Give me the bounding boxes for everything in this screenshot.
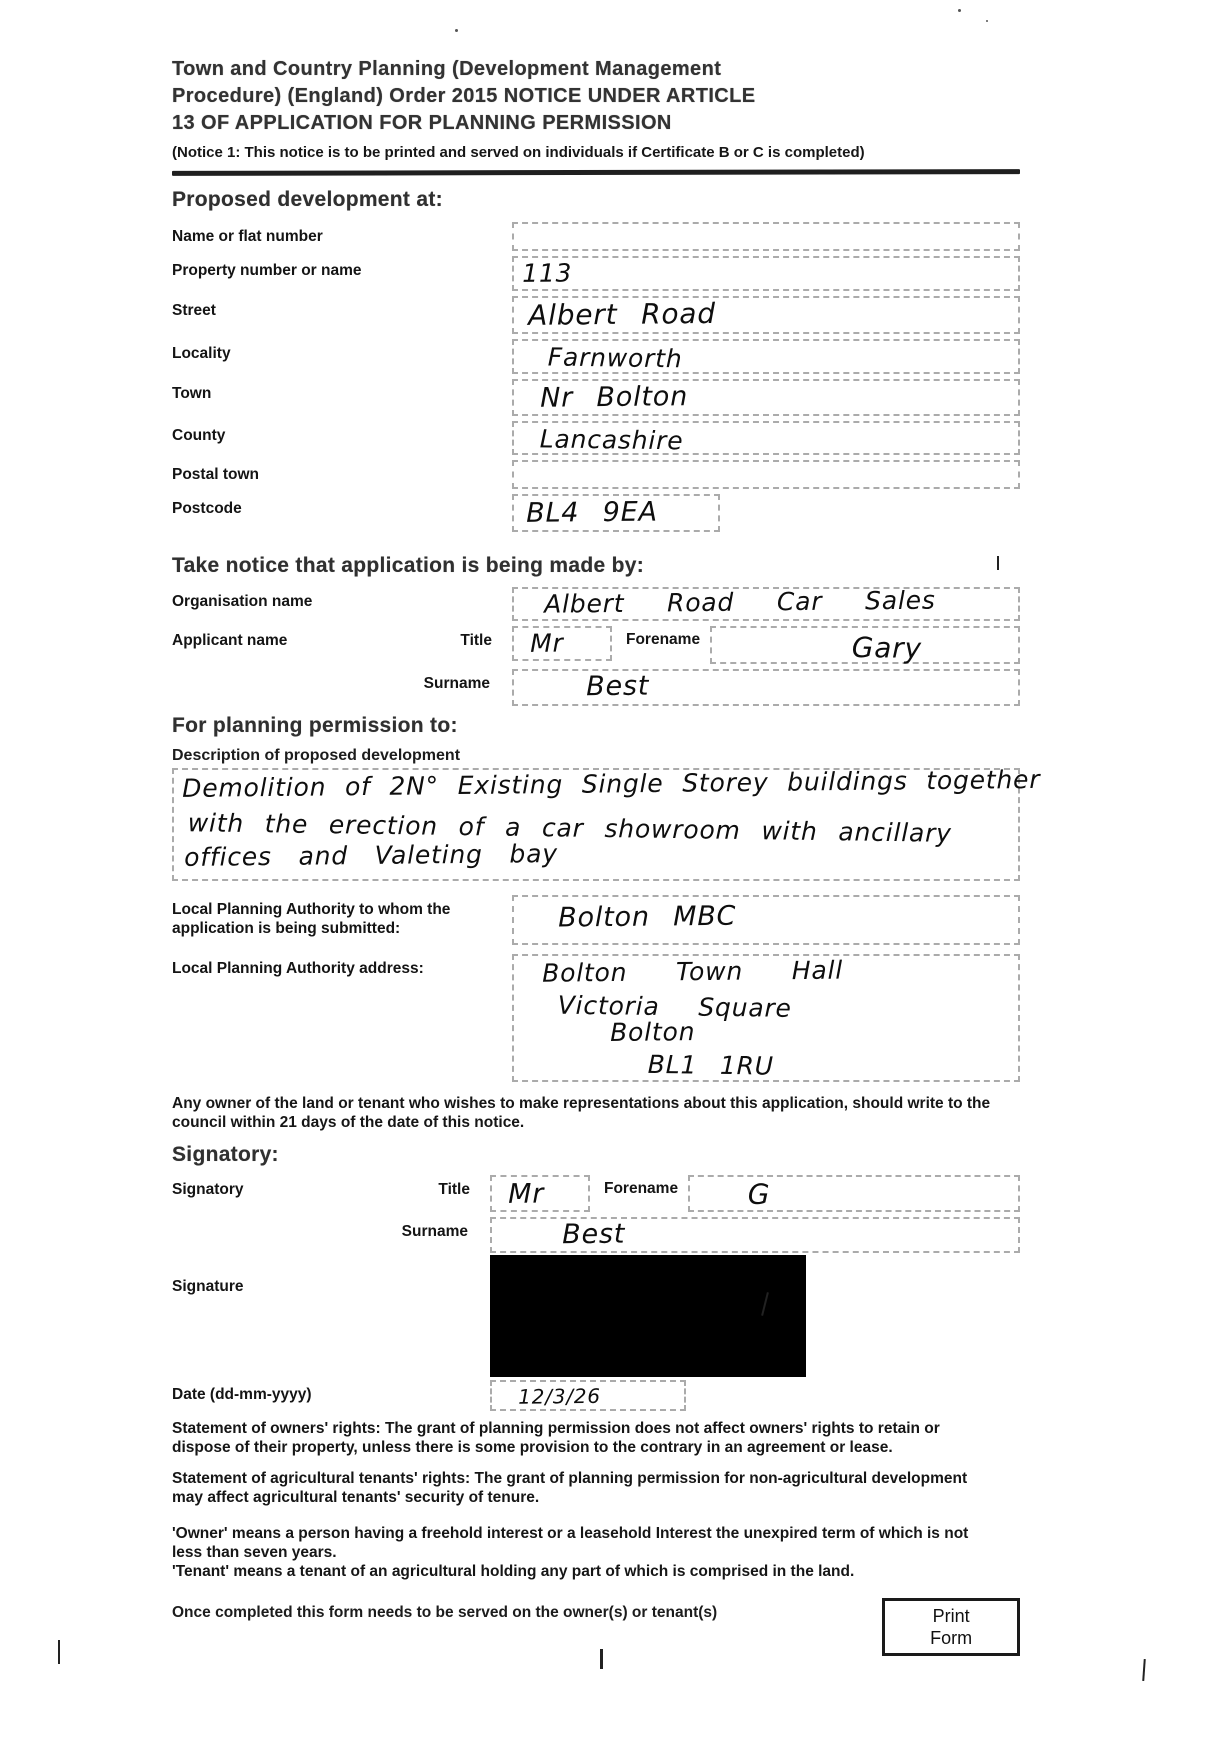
handwritten-value: Albert Road Car Sales (544, 585, 936, 619)
date-label: Date (dd-mm-yyyy) (172, 1386, 312, 1403)
locality-input[interactable] (512, 339, 1020, 374)
field-label: Organisation name (172, 592, 313, 610)
handwritten-value: Gary (851, 631, 923, 666)
field-row-locality (172, 339, 1020, 374)
form-title (172, 56, 1020, 137)
field-row-property-number (172, 256, 1020, 291)
field-label: Name or flat number (172, 228, 323, 245)
scan-artifact-mark (997, 556, 999, 570)
field-row-street (172, 296, 1020, 334)
field-row-town (172, 379, 1020, 416)
section-heading-proposed-development: Proposed development at: (172, 188, 443, 211)
handwritten-address-line: Bolton (609, 1017, 696, 1048)
applicant-name-label: Applicant name (172, 632, 288, 650)
section-heading-for-planning-permission: For planning permission to: (172, 713, 458, 737)
section-divider (172, 169, 1020, 176)
street-input[interactable] (512, 296, 1020, 334)
field-label: Street (172, 301, 216, 319)
lpa-submitted-label: Local Planning Authority to whom the application is being submitted: (172, 900, 451, 937)
handwritten-value: G (747, 1177, 771, 1211)
lpa-address-label: Local Planning Authority address: (172, 959, 424, 977)
handwritten-value: BL4 9EA (526, 496, 658, 530)
handwritten-address-line: Victoria Square (557, 990, 792, 1023)
field-row-signatory-surname (172, 1217, 1020, 1253)
field-label-group (172, 1175, 490, 1199)
handwritten-value: Best (586, 671, 650, 703)
handwritten-description-line: with the erection of a car showroom with ancillary (187, 808, 952, 849)
owner-representations-notice: Any owner of the land or tenant who wishes to make representations about this application, should write to the council within 21 days of the date of this notice. (172, 1094, 991, 1131)
notice-1-text: (Notice 1: This notice is to be printed and served on individuals if Certificate B or C is completed) (172, 144, 865, 161)
applicant-surname-input[interactable] (512, 669, 1020, 705)
statement-owners-rights: Statement of owners' rights: The grant of planning permission does not affect owners' rights to retain or dispose of their property, unless there is some provision to the contrary in an agreement or lease. (172, 1420, 940, 1456)
organisation-name-input[interactable] (512, 587, 1020, 622)
field-label: Locality (172, 344, 231, 362)
field-row-date (172, 1380, 1020, 1411)
forename-label: Forename (604, 1179, 679, 1197)
signatory-label: Signatory (172, 1180, 244, 1198)
county-input[interactable] (512, 421, 1020, 456)
applicant-forename-input[interactable] (710, 626, 1020, 664)
applicant-title-input[interactable] (512, 626, 612, 661)
description-label: Description of proposed development (172, 746, 461, 764)
scan-artifact-mark (1142, 1659, 1146, 1681)
handwritten-address-line: Bolton Town Hall (542, 955, 844, 988)
tenant-definition: 'Tenant' means a tenant of an agricultural holding any part of which is comprised in the land. (172, 1563, 855, 1580)
handwritten-value: Nr Bolton (540, 380, 689, 414)
scan-artifact-mark (58, 1640, 60, 1664)
handwritten-value: Mr (508, 1178, 545, 1210)
field-row-applicant-surname (172, 669, 1020, 705)
lpa-submitted-input[interactable] (512, 895, 1020, 945)
statement-agricultural-tenants-rights: Statement of agricultural tenants' rights: The grant of planning permission for non-agricultural development may affect agricultural tenants' security of tenure. (172, 1470, 968, 1506)
handwritten-value: Farnworth (547, 342, 683, 374)
handwritten-value: Bolton MBC (558, 900, 737, 934)
field-label: Town (172, 384, 212, 402)
date-input[interactable] (490, 1380, 686, 1411)
handwritten-address-line: BL1 1RU (647, 1049, 775, 1081)
field-row-postal-town (172, 460, 1020, 489)
postcode-input[interactable] (512, 494, 720, 531)
lpa-address-input[interactable] (512, 954, 1020, 1082)
title-label: Title (438, 1180, 470, 1198)
field-row-postcode (172, 494, 1020, 531)
signatory-surname-input[interactable] (490, 1217, 1020, 1253)
handwritten-value: Albert Road (528, 296, 717, 332)
handwritten-value: Mr (530, 628, 564, 659)
scan-speck (455, 29, 458, 32)
field-row-county (172, 421, 1020, 456)
handwritten-description-line: Demolition of 2N° Existing Single Storey buildings together (182, 764, 1041, 803)
postal-town-input[interactable] (512, 460, 1020, 489)
town-input[interactable] (512, 379, 1020, 416)
property-number-input[interactable] (512, 256, 1020, 291)
scan-artifact-mark (600, 1649, 603, 1669)
field-row-applicant-name (172, 626, 1020, 664)
form-title-line: 13 OF APPLICATION FOR PLANNING PERMISSION (172, 112, 672, 134)
field-row-lpa-submitted (172, 895, 1020, 945)
signatory-forename-input[interactable] (688, 1175, 1020, 1212)
print-form-button[interactable]: Print Form (882, 1598, 1020, 1656)
owner-definition: 'Owner' means a person having a freehold interest or a leasehold Interest the unexpired term of which is not less than seven years. (172, 1525, 969, 1561)
signature-label: Signature (172, 1278, 244, 1295)
section-heading-take-notice: Take notice that application is being made by: (172, 553, 644, 577)
field-label: County (172, 426, 226, 444)
scan-speck (986, 20, 988, 22)
field-label: Property number or name (172, 262, 362, 279)
section-heading-signatory: Signatory: (172, 1142, 279, 1166)
field-label (172, 669, 512, 693)
field-label-group (172, 626, 512, 650)
field-row-lpa-address (172, 954, 1020, 1082)
handwritten-description-line: offices and Valeting bay (184, 838, 559, 872)
surname-label: Surname (401, 1222, 468, 1240)
form-title-line: Procedure) (England) Order 2015 NOTICE UNDER ARTICLE (172, 85, 756, 107)
handwritten-value: Best (562, 1218, 626, 1251)
field-row-signature (172, 1255, 1020, 1377)
handwritten-date-value: 12/3/26 (518, 1383, 601, 1409)
field-label: Postal town (172, 466, 259, 484)
handwritten-value: Lancashire (539, 424, 684, 456)
handwritten-value: 113 (522, 258, 573, 288)
footer-row (172, 1598, 1020, 1656)
signature-redacted-block (490, 1255, 806, 1377)
field-row-organisation (172, 587, 1020, 622)
field-label (172, 1217, 490, 1241)
name-or-flat-input[interactable] (512, 222, 1020, 251)
serve-instruction: Once completed this form needs to be served on the owner(s) or tenant(s) (172, 1604, 718, 1621)
forename-label: Forename (626, 631, 701, 649)
field-row-signatory (172, 1175, 1020, 1212)
title-label: Title (460, 632, 492, 650)
field-label: Postcode (172, 500, 242, 518)
form-title-line: Town and Country Planning (Development Management (172, 58, 722, 80)
signatory-title-input[interactable] (490, 1175, 590, 1212)
field-row-name-or-flat (172, 222, 1020, 251)
scan-speck (958, 9, 961, 12)
surname-label: Surname (423, 675, 490, 693)
description-input[interactable] (172, 764, 1041, 881)
